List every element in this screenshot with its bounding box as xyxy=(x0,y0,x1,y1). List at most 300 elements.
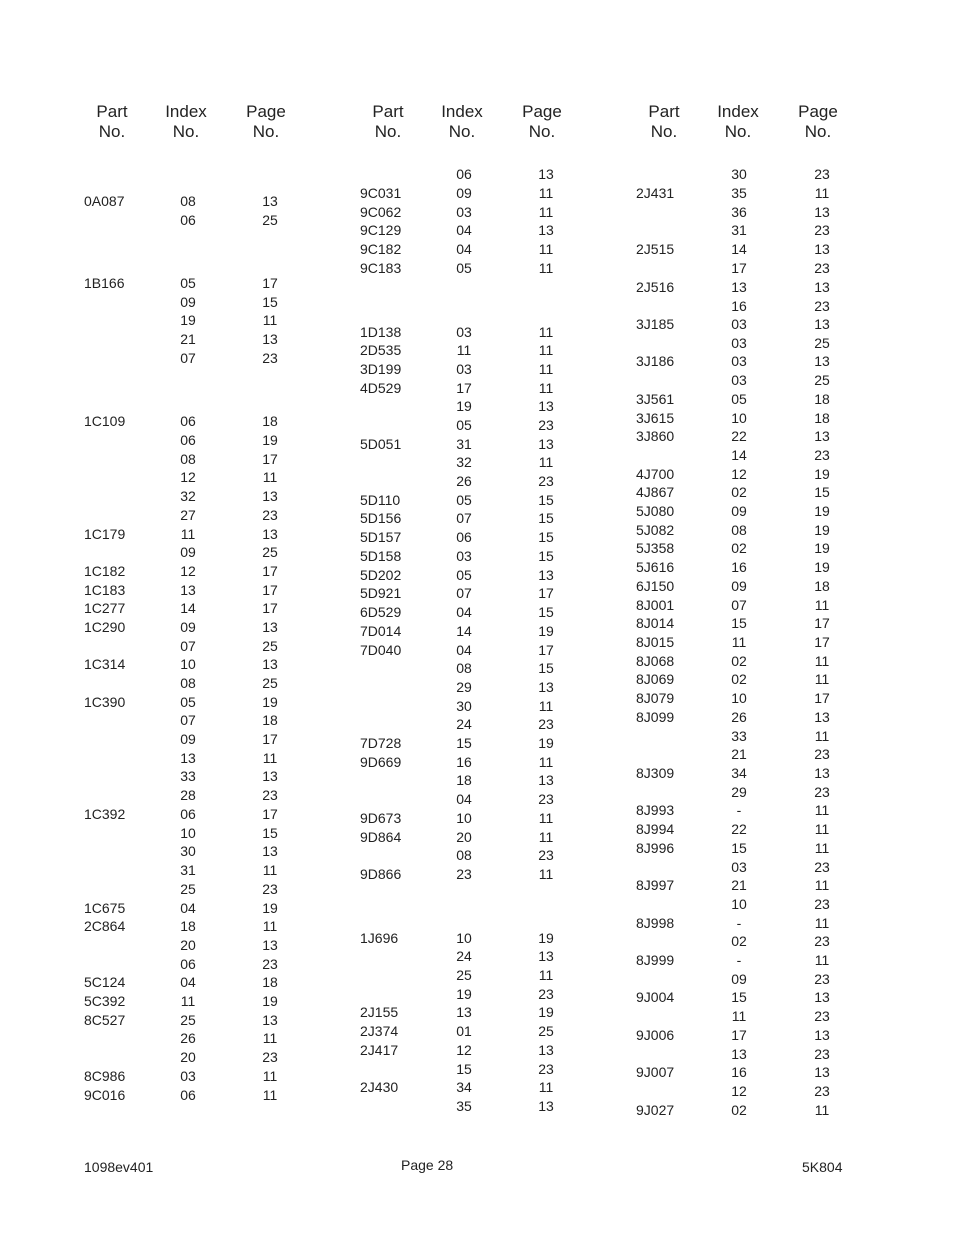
page-number: 15 xyxy=(538,604,554,620)
page-number: 13 xyxy=(538,222,554,238)
index-number: 09 xyxy=(731,971,747,987)
part-number: 5J082 xyxy=(636,522,675,538)
page-number: 23 xyxy=(262,787,278,803)
page-number: 19 xyxy=(814,522,830,538)
index-number: 19 xyxy=(456,398,472,414)
part-number: 8J993 xyxy=(636,802,675,818)
table-row xyxy=(0,221,954,240)
part-number: 5D051 xyxy=(360,436,402,452)
index-number: 14 xyxy=(456,623,472,639)
part-number: 2J417 xyxy=(360,1042,399,1058)
page-number: 17 xyxy=(262,806,278,822)
part-number: 8J099 xyxy=(636,709,675,725)
part-number: 8J994 xyxy=(636,821,675,837)
part-number: 4D529 xyxy=(360,380,402,396)
part-number: 5D202 xyxy=(360,567,402,583)
page-number: 23 xyxy=(538,791,554,807)
part-number: 9J004 xyxy=(636,989,675,1005)
footer-code: 5K804 xyxy=(802,1159,843,1175)
page-number: 23 xyxy=(814,1083,830,1099)
page-number: 11 xyxy=(538,454,554,470)
index-number: 09 xyxy=(731,503,747,519)
index-number: 11 xyxy=(731,1008,747,1024)
index-number: 35 xyxy=(731,185,747,201)
page-number: 11 xyxy=(538,204,554,220)
index-number: 12 xyxy=(456,1042,472,1058)
page-number: 17 xyxy=(814,690,830,706)
part-number: 0A087 xyxy=(84,193,125,209)
page-number: 19 xyxy=(538,735,554,751)
page-number: 23 xyxy=(538,1061,554,1077)
table-row xyxy=(0,764,954,783)
index-number: 26 xyxy=(456,473,472,489)
table-row xyxy=(0,596,954,615)
page-number: 11 xyxy=(814,821,830,837)
page-number: 13 xyxy=(262,193,278,209)
index-number: 03 xyxy=(731,316,747,332)
part-number: 2J431 xyxy=(636,185,675,201)
index-number: 07 xyxy=(456,510,472,526)
index-number: 17 xyxy=(731,1027,747,1043)
table-row xyxy=(0,951,954,970)
index-number: 01 xyxy=(456,1023,472,1039)
header-page-no: Page No. xyxy=(798,102,838,141)
part-number: 8J996 xyxy=(636,840,675,856)
part-number: 9J006 xyxy=(636,1027,675,1043)
page-number: 19 xyxy=(262,432,278,448)
header-page-no: Page No. xyxy=(522,102,562,141)
part-number: 1C314 xyxy=(84,656,126,672)
index-number: 20 xyxy=(180,937,196,953)
table-row xyxy=(0,409,954,428)
index-number: 19 xyxy=(456,986,472,1002)
page-number: 13 xyxy=(814,765,830,781)
index-number: 06 xyxy=(180,1087,196,1103)
part-number: 8J014 xyxy=(636,615,675,631)
index-number: 31 xyxy=(731,222,747,238)
page-number: 13 xyxy=(538,398,554,414)
part-number: 5C124 xyxy=(84,974,126,990)
page-number: 11 xyxy=(538,324,554,340)
page-number: 13 xyxy=(262,1012,278,1028)
index-number: 05 xyxy=(180,275,196,291)
part-number: 9C129 xyxy=(360,222,402,238)
part-number: 8C527 xyxy=(84,1012,126,1028)
index-number: 36 xyxy=(731,204,747,220)
header-page-no: Page No. xyxy=(246,102,286,141)
index-number: 11 xyxy=(731,634,747,650)
page-number: 13 xyxy=(814,353,830,369)
page-number: 13 xyxy=(814,241,830,257)
index-number: 16 xyxy=(731,559,747,575)
index-number: 25 xyxy=(180,1012,196,1028)
index-number: 04 xyxy=(456,642,472,658)
part-number: 7D728 xyxy=(360,735,402,751)
index-number: 22 xyxy=(731,821,747,837)
part-number: 5C392 xyxy=(84,993,126,1009)
part-number: 9D866 xyxy=(360,866,402,882)
page-number: 19 xyxy=(538,1004,554,1020)
page-number: 23 xyxy=(262,956,278,972)
footer-page-number: Page 28 xyxy=(401,1157,454,1173)
part-number: 8J997 xyxy=(636,877,675,893)
page-number: 11 xyxy=(262,1030,278,1046)
index-number: 10 xyxy=(180,656,196,672)
index-number: 04 xyxy=(456,791,472,807)
part-number: 8J309 xyxy=(636,765,675,781)
table-row xyxy=(0,334,954,353)
page-number: 11 xyxy=(538,342,554,358)
index-number: 06 xyxy=(180,413,196,429)
table-row xyxy=(0,670,954,689)
page-number: 23 xyxy=(814,222,830,238)
part-number: 8C986 xyxy=(84,1068,126,1084)
index-number: 25 xyxy=(180,881,196,897)
table-row xyxy=(0,315,954,334)
table-row xyxy=(0,502,954,521)
page-number: 23 xyxy=(814,896,830,912)
page-number: 23 xyxy=(262,1049,278,1065)
page-number: 23 xyxy=(538,847,554,863)
page-number: 13 xyxy=(262,937,278,953)
page-number: 23 xyxy=(538,417,554,433)
page-number: 11 xyxy=(538,810,554,826)
page-number: 19 xyxy=(538,930,554,946)
part-number: 2J155 xyxy=(360,1004,399,1020)
index-number: 31 xyxy=(180,862,196,878)
index-number: 03 xyxy=(456,361,472,377)
page-number: 11 xyxy=(814,802,830,818)
table-row xyxy=(0,352,954,371)
page-number: 11 xyxy=(538,698,554,714)
index-number: 20 xyxy=(456,829,472,845)
page-number: 25 xyxy=(262,638,278,654)
page-number: 17 xyxy=(262,275,278,291)
part-number: 3J186 xyxy=(636,353,675,369)
page-number: 13 xyxy=(814,204,830,220)
table-row xyxy=(0,708,954,727)
page-number: 11 xyxy=(814,671,830,687)
table-row xyxy=(0,259,954,278)
index-number: 03 xyxy=(456,204,472,220)
index-number: 04 xyxy=(180,900,196,916)
page-number: 17 xyxy=(538,585,554,601)
page-number: 17 xyxy=(814,634,830,650)
page-number: 19 xyxy=(538,623,554,639)
page-number: 17 xyxy=(814,615,830,631)
page-number: 11 xyxy=(538,185,554,201)
index-number: 18 xyxy=(180,918,196,934)
index-number: 33 xyxy=(180,768,196,784)
part-number: 2J374 xyxy=(360,1023,399,1039)
index-number: 09 xyxy=(180,544,196,560)
index-number: 05 xyxy=(731,391,747,407)
table-row xyxy=(0,876,954,895)
part-number: 5D110 xyxy=(360,492,401,508)
index-number: 06 xyxy=(180,806,196,822)
footer-doc-id: 1098ev401 xyxy=(84,1159,154,1175)
part-number: 6D529 xyxy=(360,604,402,620)
page-number: 25 xyxy=(262,212,278,228)
index-number: 07 xyxy=(456,585,472,601)
index-number: 05 xyxy=(456,417,472,433)
part-number: 3J185 xyxy=(636,316,675,332)
part-number: 9C016 xyxy=(84,1087,126,1103)
header-index-no: Index No. xyxy=(165,102,207,141)
table-row xyxy=(0,240,954,259)
page-number: 23 xyxy=(814,298,830,314)
table-row xyxy=(0,521,954,540)
page-number: 11 xyxy=(538,866,554,882)
page-number: 11 xyxy=(814,877,830,893)
page-number: 19 xyxy=(814,559,830,575)
page-number: 17 xyxy=(262,731,278,747)
page-number: 11 xyxy=(538,829,554,845)
page-number: 13 xyxy=(814,1027,830,1043)
page-number: 13 xyxy=(814,1064,830,1080)
page-number: 11 xyxy=(262,312,278,328)
index-number: 05 xyxy=(456,492,472,508)
page-number: 23 xyxy=(814,933,830,949)
header-index-no: Index No. xyxy=(441,102,483,141)
page-number: 15 xyxy=(538,529,554,545)
part-number: 2J515 xyxy=(636,241,675,257)
index-number: 08 xyxy=(456,660,472,676)
index-number: 34 xyxy=(456,1079,472,1095)
table-row xyxy=(0,483,954,502)
page-number: 23 xyxy=(814,1046,830,1062)
index-number: 12 xyxy=(180,563,196,579)
table-row xyxy=(0,427,954,446)
index-number: 03 xyxy=(731,372,747,388)
index-number: 08 xyxy=(180,675,196,691)
page-number: 23 xyxy=(262,350,278,366)
page-number: 13 xyxy=(262,843,278,859)
table-row xyxy=(0,203,954,222)
page-number: 13 xyxy=(814,989,830,1005)
table-row xyxy=(0,1063,954,1082)
page-number: 11 xyxy=(538,241,554,257)
table-row xyxy=(0,801,954,820)
page-number: 23 xyxy=(538,986,554,1002)
index-number: 11 xyxy=(180,993,196,1009)
page-number: 15 xyxy=(262,825,278,841)
index-number: 30 xyxy=(456,698,472,714)
page-number: 11 xyxy=(538,260,554,276)
index-number: 06 xyxy=(456,529,472,545)
page-number: 17 xyxy=(262,451,278,467)
index-number: 07 xyxy=(180,638,196,654)
page-number: 23 xyxy=(538,716,554,732)
index-number: 07 xyxy=(180,712,196,728)
page-number: 25 xyxy=(538,1023,554,1039)
page-number: 19 xyxy=(814,466,830,482)
table-row xyxy=(0,371,954,390)
index-number: 26 xyxy=(180,1030,196,1046)
index-number: 21 xyxy=(731,877,747,893)
table-row xyxy=(0,914,954,933)
page-number: 18 xyxy=(814,578,830,594)
part-number: 5J358 xyxy=(636,540,675,556)
index-number: 02 xyxy=(731,933,747,949)
index-number: 09 xyxy=(456,185,472,201)
index-number: 10 xyxy=(731,410,747,426)
index-number: 02 xyxy=(731,1102,747,1118)
table-row xyxy=(0,1026,954,1045)
page-number: 11 xyxy=(262,1068,278,1084)
index-number: 08 xyxy=(180,193,196,209)
index-number: 12 xyxy=(180,469,196,485)
page-number: 13 xyxy=(262,619,278,635)
part-number: 1C290 xyxy=(84,619,126,635)
part-number: 9C183 xyxy=(360,260,402,276)
table-row xyxy=(0,1045,954,1064)
index-number: 14 xyxy=(180,600,196,616)
index-number: 15 xyxy=(731,615,747,631)
index-number: 06 xyxy=(456,166,472,182)
index-number: 03 xyxy=(456,548,472,564)
page-number: 11 xyxy=(814,840,830,856)
index-number: 29 xyxy=(731,784,747,800)
part-number: 8J068 xyxy=(636,653,675,669)
part-number: 1J696 xyxy=(360,930,399,946)
index-number: 08 xyxy=(456,847,472,863)
page-number: 11 xyxy=(814,653,830,669)
table-row xyxy=(0,614,954,633)
page-number: 23 xyxy=(814,746,830,762)
page-number: 23 xyxy=(814,260,830,276)
page-number: 13 xyxy=(538,1042,554,1058)
index-number: 10 xyxy=(180,825,196,841)
page-number: 23 xyxy=(814,166,830,182)
index-number: 14 xyxy=(731,447,747,463)
table-row xyxy=(0,465,954,484)
index-number: 25 xyxy=(456,967,472,983)
page-number: 23 xyxy=(814,447,830,463)
page-number: 11 xyxy=(262,750,278,766)
index-number: 23 xyxy=(456,866,472,882)
part-number: 8J998 xyxy=(636,915,675,931)
header-part-no: Part No. xyxy=(648,102,680,141)
page-number: 13 xyxy=(538,1098,554,1114)
table-row xyxy=(0,278,954,297)
header-index-no: Index No. xyxy=(717,102,759,141)
index-number: 15 xyxy=(731,989,747,1005)
part-number: 5J080 xyxy=(636,503,675,519)
part-number: 3J561 xyxy=(636,391,675,407)
part-number: 2J430 xyxy=(360,1079,399,1095)
page-number: 11 xyxy=(538,967,554,983)
part-number: 4J867 xyxy=(636,484,675,500)
page-number: 11 xyxy=(814,915,830,931)
page-number: 13 xyxy=(814,428,830,444)
index-number: 03 xyxy=(731,859,747,875)
page-number: 13 xyxy=(262,526,278,542)
index-number: 07 xyxy=(180,350,196,366)
page-number: 13 xyxy=(814,709,830,725)
index-number: - xyxy=(736,915,742,931)
page-number: 13 xyxy=(538,567,554,583)
index-number: 26 xyxy=(731,709,747,725)
page-number: 18 xyxy=(262,712,278,728)
index-number: 15 xyxy=(456,735,472,751)
index-number: 07 xyxy=(731,597,747,613)
index-number: 32 xyxy=(180,488,196,504)
part-number: 5D157 xyxy=(360,529,402,545)
page-number: 19 xyxy=(262,900,278,916)
index-number: 06 xyxy=(180,212,196,228)
index-number: 33 xyxy=(731,728,747,744)
part-number: 1C183 xyxy=(84,582,126,598)
page-number: 13 xyxy=(538,166,554,182)
page-number: 17 xyxy=(538,642,554,658)
page-number: 11 xyxy=(814,952,830,968)
index-number: - xyxy=(736,802,742,818)
table-row xyxy=(0,390,954,409)
part-number: 8J999 xyxy=(636,952,675,968)
index-number: 13 xyxy=(731,279,747,295)
part-number: 7D014 xyxy=(360,623,402,639)
index-number: 12 xyxy=(731,466,747,482)
table-row xyxy=(0,783,954,802)
page-number: 13 xyxy=(814,279,830,295)
page-number: 17 xyxy=(262,600,278,616)
part-number: 1C277 xyxy=(84,600,126,616)
table-row xyxy=(0,1082,954,1101)
index-number: 08 xyxy=(731,522,747,538)
table-row xyxy=(0,858,954,877)
part-number: 1C390 xyxy=(84,694,126,710)
index-number: 09 xyxy=(180,731,196,747)
index-number: 10 xyxy=(731,690,747,706)
index-number: 13 xyxy=(180,582,196,598)
index-number: 04 xyxy=(180,974,196,990)
page-number: 13 xyxy=(538,948,554,964)
index-number: 30 xyxy=(731,166,747,182)
part-number: 3J860 xyxy=(636,428,675,444)
page-number: 11 xyxy=(538,361,554,377)
index-number: 28 xyxy=(180,787,196,803)
table-row xyxy=(0,839,954,858)
page-number: 11 xyxy=(538,380,554,396)
page-number: 19 xyxy=(814,503,830,519)
page-number: 15 xyxy=(538,548,554,564)
index-number: 04 xyxy=(456,241,472,257)
page-number: 25 xyxy=(814,335,830,351)
index-number: 02 xyxy=(731,653,747,669)
index-number: 35 xyxy=(456,1098,472,1114)
page-number: 23 xyxy=(814,1008,830,1024)
page-number: 23 xyxy=(814,971,830,987)
page-number: 11 xyxy=(262,469,278,485)
part-number: 1C179 xyxy=(84,526,126,542)
table-row xyxy=(0,633,954,652)
index-number: 13 xyxy=(180,750,196,766)
index-number: 18 xyxy=(456,772,472,788)
index-number: 03 xyxy=(180,1068,196,1084)
part-number: 9D864 xyxy=(360,829,402,845)
index-number: 13 xyxy=(456,1004,472,1020)
part-number: 9C031 xyxy=(360,185,402,201)
table-row xyxy=(0,895,954,914)
index-number: 24 xyxy=(456,716,472,732)
table-row xyxy=(0,558,954,577)
page-number: 11 xyxy=(814,728,830,744)
page-number: 19 xyxy=(262,694,278,710)
table-row xyxy=(0,1007,954,1026)
index-number: 16 xyxy=(731,1064,747,1080)
page-number: 23 xyxy=(262,881,278,897)
